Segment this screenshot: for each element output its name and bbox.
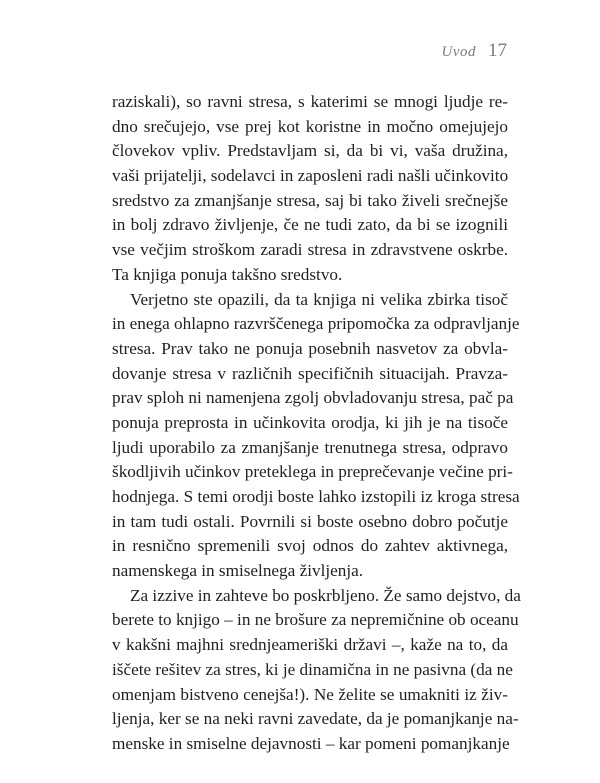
text-line: in tam tudi ostali. Povrnili si boste osebno dobro počutje xyxy=(112,511,508,531)
text-line: v kakšni majhni srednjeameriški državi –, kaže na to, da xyxy=(112,635,508,655)
text-line: namenskega in smiselnega življenja. xyxy=(112,561,364,581)
text-line: raziskali), so ravni stresa, s katerimi se mnogi ljudje re- xyxy=(112,92,508,111)
page-number: 17 xyxy=(488,40,507,61)
text-line: ljenja, ker se na neki ravni zavedate, da je pomanjkanje na- xyxy=(112,709,519,729)
text-line: ponuja preprosta in učinkovita orodja, ki jih je na tisoče xyxy=(112,412,508,432)
text-line: dovanje stresa v različnih specifičnih situacijah. Pravza- xyxy=(112,363,508,383)
text-line: in enega ohlapno razvrščenega pripomočka za odpravljanje xyxy=(112,314,520,334)
text-line: in resnično spremenili svoj odnos do zahtev aktivnega, xyxy=(112,536,508,556)
body-text xyxy=(112,90,521,757)
text-line: hodnjega. S temi orodji boste lahko izstopili iz kroga stresa xyxy=(112,487,520,506)
text-line-paragraph-start: Verjetno ste opazili, da ta knjiga ni velika zbirka tisoč xyxy=(130,289,508,309)
text-line: človekov vpliv. Predstavljam si, da bi vi, vaša družina, xyxy=(112,141,508,161)
text-line: dno srečujejo, vse prej kot koristne in močno omejujejo xyxy=(112,116,508,136)
text-line: prav sploh ni namenjena zgolj obvladovanju stresa, pač pa xyxy=(112,388,514,408)
text-line: omenjam bistveno cenejša!). Ne želite se umakniti iz živ- xyxy=(112,684,508,704)
text-line: iščete rešitev za stres, ki je dinamična in ne pasivna (da ne xyxy=(112,659,513,679)
running-head-section: Uvod xyxy=(441,44,476,60)
text-line: in bolj zdravo življenje, če ne tudi zato, da bi se izognili xyxy=(112,215,508,235)
text-line: vse večjim stroškom zaradi stresa in zdravstvene oskrbe. xyxy=(112,240,508,260)
text-line-paragraph-start: Za izzive in zahteve bo poskrbljeno. Že samo dejstvo, da xyxy=(130,585,521,605)
text-line: menske in smiselne dejavnosti – kar pomeni pomanjkanje xyxy=(112,733,510,753)
running-head xyxy=(442,40,508,62)
text-line: berete to knjigo – in ne brošure za nepremičnine ob oceanu xyxy=(112,610,519,630)
text-line: ljudi uporabilo za zmanjšanje trenutnega stresa, odpravo xyxy=(112,437,508,457)
text-line: stresa. Prav tako ne ponuja posebnih nasvetov za obvla- xyxy=(112,338,508,358)
text-line: Ta knjiga ponuja takšno sredstvo. xyxy=(112,264,343,284)
text-line: škodljivih učinkov preteklega in preprečevanje večine pri- xyxy=(112,462,513,482)
text-line: sredstvo za zmanjšanje stresa, saj bi tako živeli srečnejše xyxy=(112,190,508,210)
text-line: vaši prijatelji, sodelavci in zaposleni radi našli učinkovito xyxy=(112,166,509,186)
